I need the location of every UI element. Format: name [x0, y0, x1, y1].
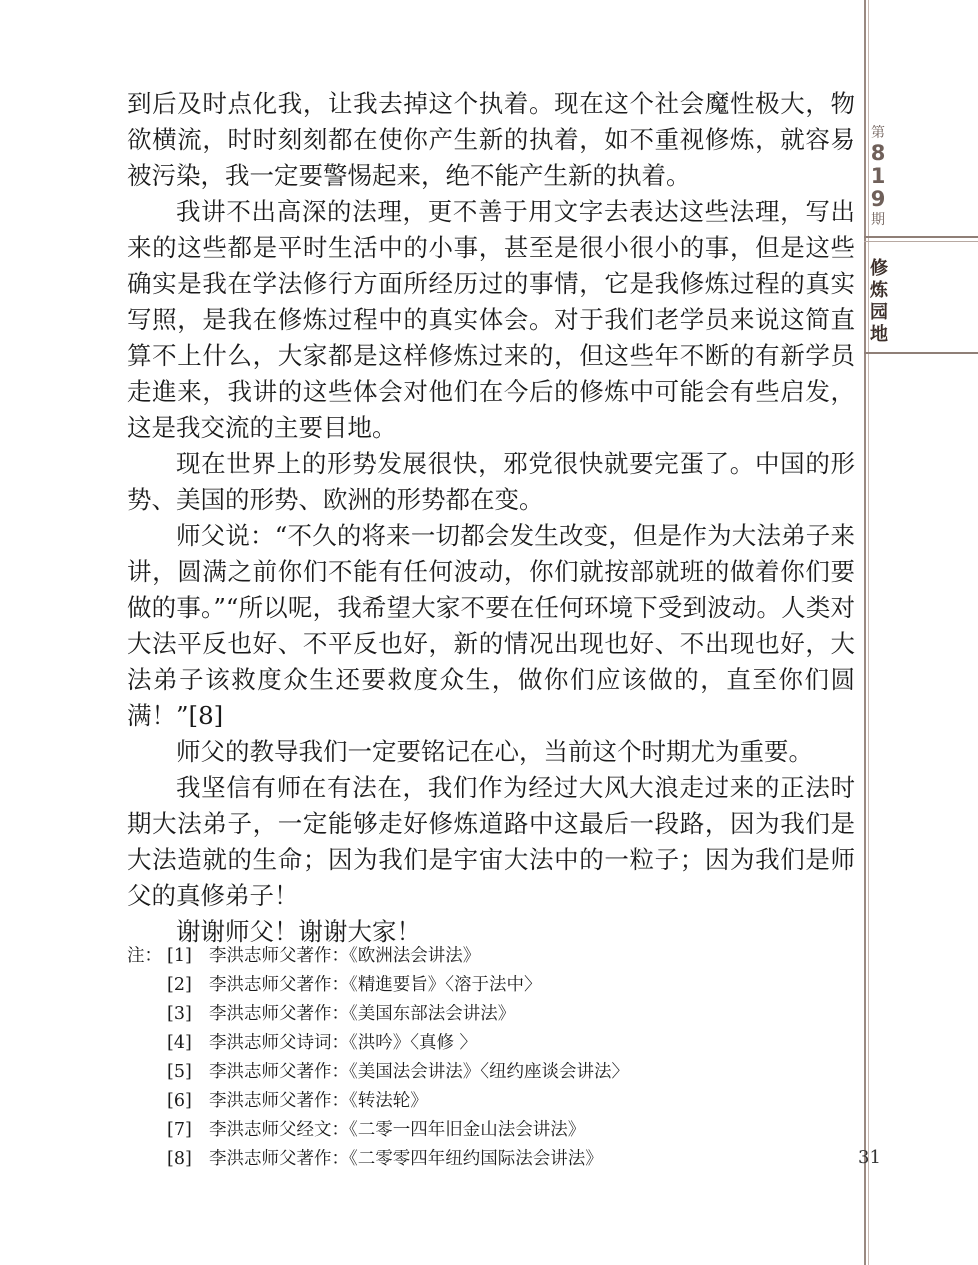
footnote-item [127, 1087, 827, 1116]
footnote-text: 李洪志师父诗词：《洪吟》〈真修 〉 [209, 1033, 478, 1053]
section-title-char: 地 [870, 324, 888, 345]
footnote-text: 李洪志师父著作：《美国东部法会讲法》 [209, 1004, 516, 1024]
footnote-number: [7] [167, 1120, 192, 1140]
footnote-number: [4] [167, 1033, 192, 1053]
footnote-text: 李洪志师父著作：《精進要旨》〈溶于法中〉 [209, 975, 542, 995]
footnote-text: 李洪志师父著作：《美国法会讲法》〈纽约座谈会讲法〉 [209, 1062, 629, 1082]
paragraph: 我讲不出高深的法理，更不善于用文字去表达这些法理，写出来的这些都是平时生活中的小事，甚至是很小很小的事，但是这些确实是我在学法修行方面所经历过的事情，它是我修炼过程的真实写照，是我在修炼过程中的真实体会。对于我们老学员来说这简直算不上什么，大家都是这样修炼过来的，但这些年不断的有新学员走進来，我讲的这些体会对他们在今后的修炼中可能会有些启发，这是我交流的主要目地。 [127, 197, 855, 442]
issue-number-label [866, 124, 890, 229]
margin-rule [864, 241, 978, 242]
footnote-number: [5] [167, 1062, 192, 1082]
section-title-char: 园 [870, 302, 888, 323]
section-title-char: 修 [870, 258, 888, 279]
footnote-text: 李洪志师父著作：《二零零四年纽约国际法会讲法》 [209, 1149, 603, 1169]
paragraph: 师父说：“不久的将来一切都会发生改变，但是作为大法弟子来讲，圆满之前你们不能有任何波动，你们就按部就班的做着你们要做的事。”“所以呢，我希望大家不要在任何环境下受到波动。人类对大法平反也好、不平反也好，新的情况出现也好、不出现也好，大法弟子该救度众生还要救度众生，做你们应该做的，直至你们圆满！”[8] [127, 521, 855, 730]
footnote-text: 李洪志师父著作：《欧洲法会讲法》 [209, 946, 481, 966]
paragraph: 到后及时点化我，让我去掉这个执着。现在这个社会魔性极大，物欲横流，时时刻刻都在使你产生新的执着，如不重视修炼，就容易被污染，我一定要警惕起来，绝不能产生新的执着。 [127, 89, 855, 190]
footnote-item [127, 971, 827, 1000]
paragraph: 师父的教导我们一定要铭记在心，当前这个时期尤为重要。 [176, 737, 813, 766]
issue-digit: 1 [870, 164, 886, 188]
footnote-prefix: 注： [127, 946, 162, 966]
section-title-char: 炼 [870, 280, 888, 301]
footnote-number: [6] [167, 1091, 192, 1111]
page-number: 31 [858, 1147, 881, 1168]
footnote-item [127, 1116, 827, 1145]
article-body [127, 86, 855, 950]
footnote-item [127, 1029, 827, 1058]
paragraph: 谢谢师父！谢谢大家！ [176, 917, 421, 946]
issue-digit: 8 [870, 141, 886, 165]
margin-rule [864, 352, 978, 354]
issue-suffix: 期 [871, 212, 885, 228]
issue-digit: 9 [870, 187, 886, 211]
footnote-item [127, 942, 827, 971]
margin-rule [864, 236, 978, 238]
footnote-number: [3] [167, 1004, 192, 1024]
paragraph: 现在世界上的形势发展很快，邪党很快就要完蛋了。中国的形势、美国的形势、欧洲的形势都在变。 [127, 449, 855, 514]
footnote-item [127, 1000, 827, 1029]
footnote-number: [1] [167, 946, 192, 966]
footnote-number: [8] [167, 1149, 192, 1169]
footnote-text: 李洪志师父经文：《二零一四年旧金山法会讲法》 [209, 1120, 586, 1140]
footnote-item [127, 1145, 827, 1174]
footnote-text: 李洪志师父著作：《转法轮》 [209, 1091, 428, 1111]
paragraph: 我坚信有师在有法在，我们作为经过大风大浪走过来的正法时期大法弟子，一定能够走好修炼道路中这最后一段路，因为我们是大法造就的生命；因为我们是宇宙大法中的一粒子；因为我们是师父的真修弟子！ [127, 773, 855, 910]
footnote-item [127, 1058, 827, 1087]
issue-prefix: 第 [871, 125, 885, 141]
footnote-number: [2] [167, 975, 192, 995]
footnotes [127, 942, 827, 1174]
section-title [866, 258, 892, 346]
